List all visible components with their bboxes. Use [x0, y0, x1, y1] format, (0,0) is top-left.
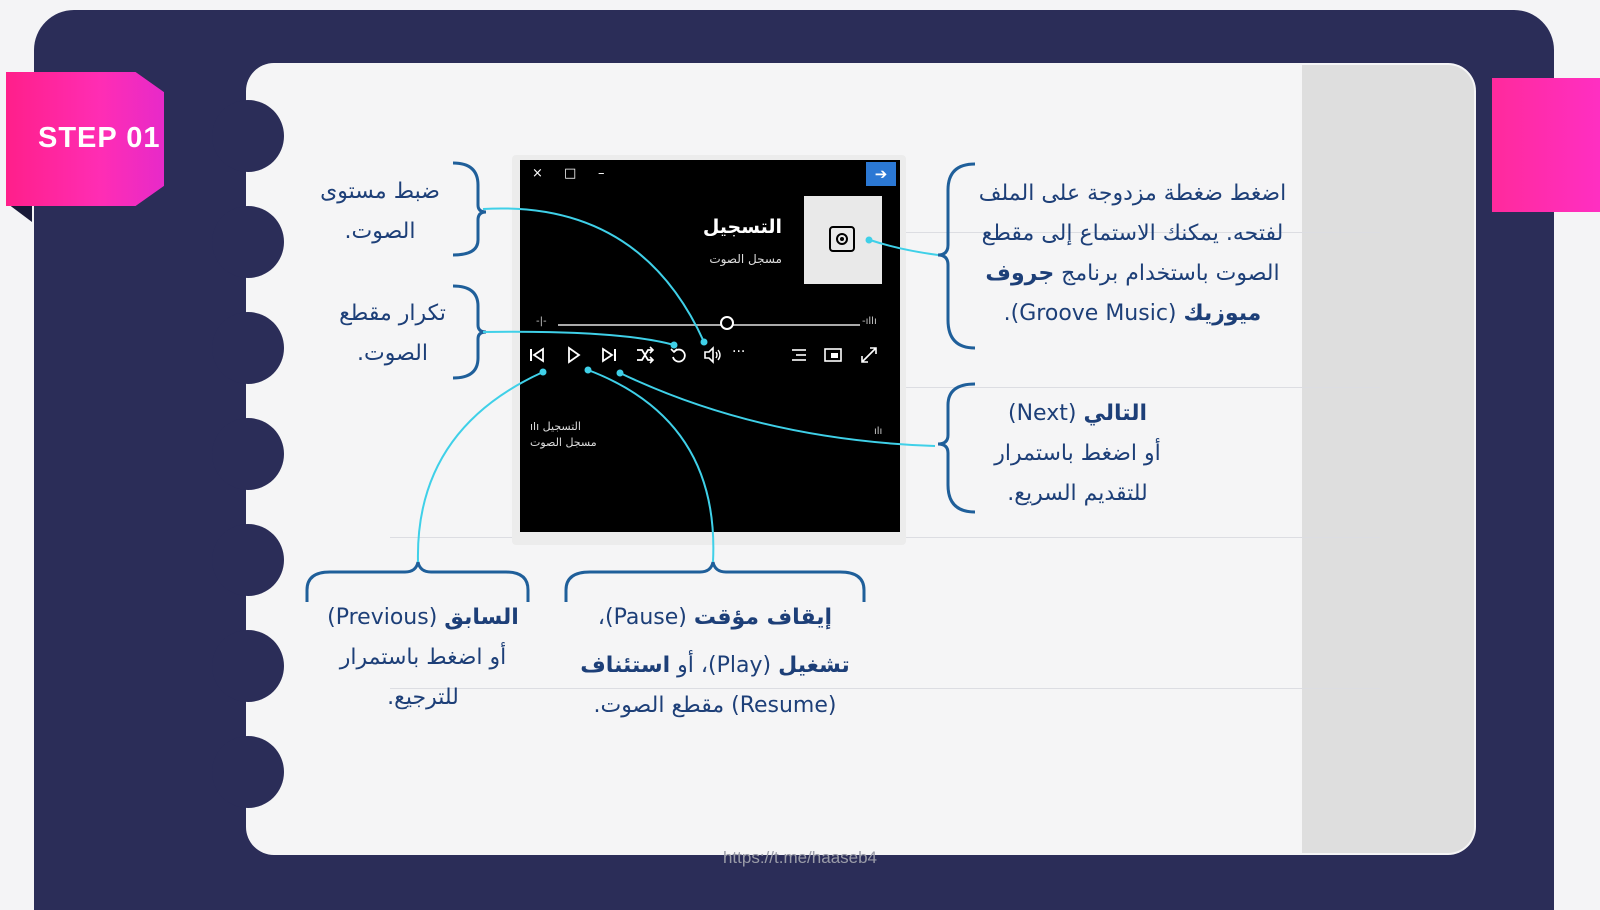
text-fragment-bold: ميوزيك — [1183, 301, 1262, 326]
close-icon[interactable]: × — [532, 166, 543, 181]
queue-item-title[interactable]: التسجيل ılı — [530, 420, 581, 433]
text-fragment: (Groove Music). — [1003, 301, 1184, 326]
callout-open-file-line2: لفتحه. يمكنك الاستماع إلى مقطع — [981, 221, 1284, 246]
line-previous — [418, 372, 543, 562]
line-pause — [588, 370, 713, 562]
callout-open-file-line3 — [960, 254, 1305, 294]
callout-next — [970, 394, 1185, 514]
callout-repeat — [320, 294, 465, 374]
callout-previous-line3: للترجيع. — [387, 685, 459, 710]
track-title: التسجيل — [702, 216, 782, 238]
callout-pause-line2 — [570, 646, 860, 686]
bracket-pause — [566, 562, 864, 602]
callout-volume — [300, 172, 460, 252]
text-fragment: الصوت باستخدام برنامج — [1054, 261, 1280, 286]
callout-pause — [570, 598, 860, 726]
callout-repeat-line2: الصوت. — [357, 341, 428, 366]
queue-item-levels: ılı — [874, 426, 883, 437]
text-fragment-bold: استئناف — [580, 653, 671, 678]
line-next — [620, 373, 935, 446]
bracket-previous — [307, 562, 528, 602]
callout-pause-line1 — [570, 598, 860, 638]
more-icon[interactable]: ··· — [732, 344, 746, 360]
footer-url[interactable]: https://t.me/haaseb4 — [722, 848, 878, 867]
text-fragment: (Play)، أو — [670, 653, 779, 678]
callout-open-file-line1: اضغط ضغطة مزدوجة على الملف — [978, 181, 1287, 206]
callout-open-file-line4 — [960, 294, 1305, 334]
text-fragment: (Pause)، — [597, 605, 694, 630]
callout-previous-line1 — [318, 598, 528, 638]
text-fragment: (Next) — [1008, 401, 1084, 426]
back-button[interactable]: ➔ — [866, 162, 896, 186]
step-label: STEP 01 — [38, 122, 161, 154]
callout-previous-line2: أو اضغط باستمرار — [339, 645, 507, 670]
text-fragment-bold: السابق — [444, 605, 519, 630]
queue-item-artist: مسجل الصوت — [530, 436, 597, 449]
callout-volume-line2: الصوت. — [344, 219, 416, 244]
callout-next-line3: للتقديم السريع. — [1007, 481, 1148, 506]
callout-next-line2: أو اضغط باستمرار — [994, 441, 1161, 466]
line-volume — [483, 208, 704, 342]
callout-repeat-line1: تكرار مقطع — [339, 301, 446, 326]
remaining-time: -ıllı — [862, 316, 877, 327]
callout-volume-line1: ضبط مستوى — [320, 179, 440, 204]
line-open-file — [870, 240, 938, 255]
text-fragment: (Previous) — [327, 605, 445, 630]
minimize-icon[interactable]: – — [598, 166, 605, 181]
maximize-icon[interactable]: □ — [564, 166, 577, 181]
callout-open-file — [960, 174, 1305, 334]
callout-next-line1 — [970, 394, 1185, 434]
callout-pause-line3: (Resume) مقطع الصوت. — [593, 693, 837, 718]
text-fragment-bold: جروف — [985, 261, 1055, 286]
track-artist: مسجل الصوت — [709, 252, 782, 266]
line-repeat — [483, 332, 674, 345]
text-fragment-bold: التالي — [1083, 401, 1147, 426]
text-fragment-bold: إيقاف مؤقت — [693, 605, 833, 630]
elapsed-time: -|- — [536, 316, 547, 327]
text-fragment-bold: تشغيل — [778, 653, 850, 678]
callout-previous — [318, 598, 528, 718]
